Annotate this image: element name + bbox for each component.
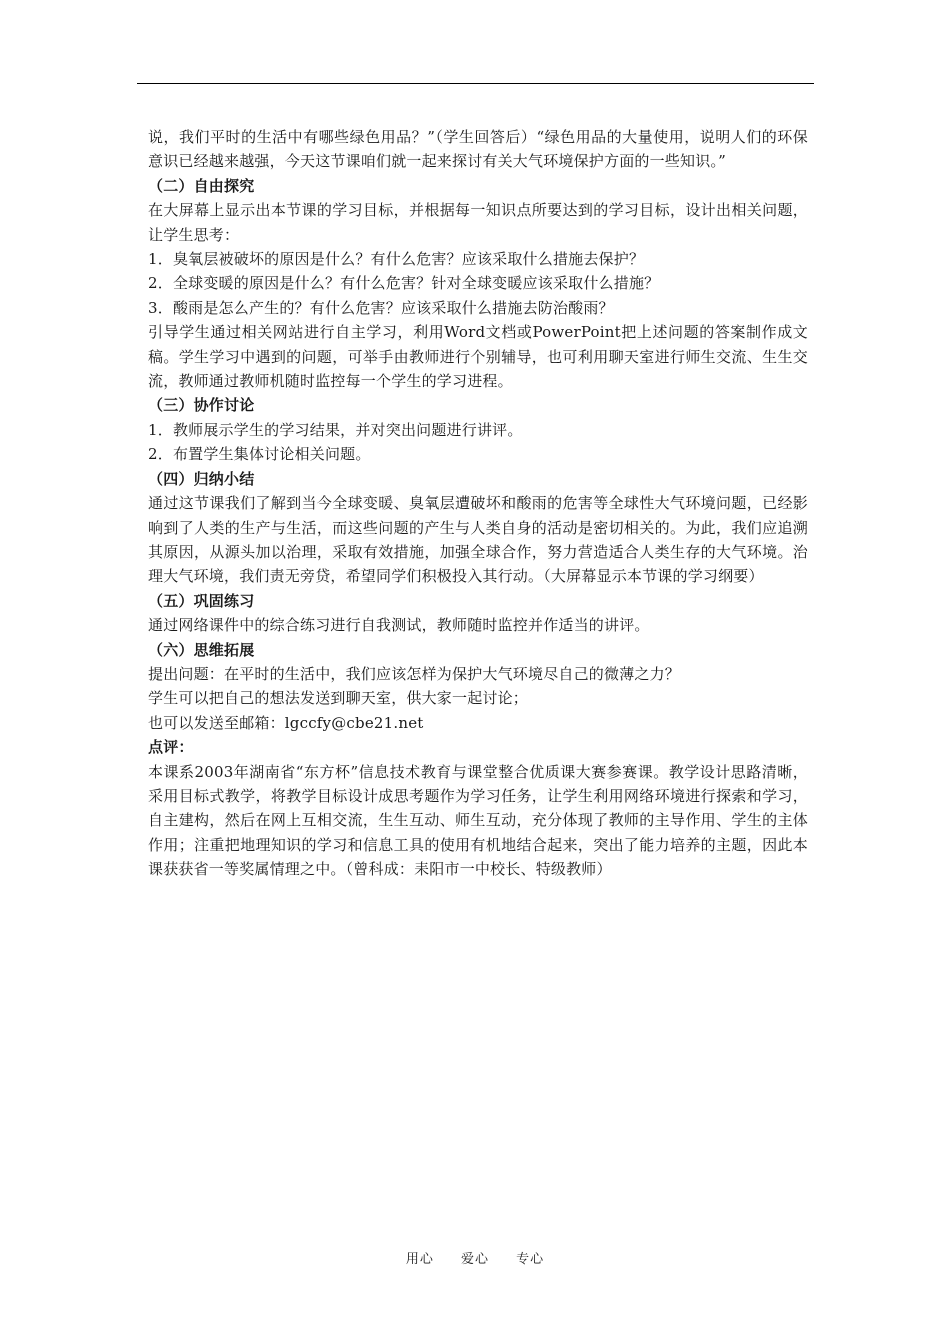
page-footer [0, 1248, 950, 1267]
paragraph: 在大屏幕上显示出本节课的学习目标，并根据每一知识点所要达到的学习目标，设计出相关问题，让学生思考： [148, 201, 808, 244]
paragraph: 学生可以把自己的想法发送到聊天室，供大家一起讨论； [148, 689, 529, 708]
section-heading-collaboration: （三）协作讨论 [148, 396, 255, 415]
paragraph: 说，我们平时的生活中有哪些绿色用品？”（学生回答后）“绿色用品的大量使用，说明人们的环保意识已经越来越强，今天这节课咱们就一起来探讨有关大气环境保护方面的一些知识。” [148, 128, 808, 171]
section-heading-free-exploration: （二）自由探究 [148, 176, 255, 195]
section-heading-comment: 点评： [148, 738, 194, 757]
question-item: 1．臭氧层被破坏的原因是什么？有什么危害？应该采取什么措施去保护？ [148, 250, 645, 269]
paragraph: 提出问题：在平时的生活中，我们应该怎样为保护大气环境尽自己的微薄之力？ [148, 664, 681, 683]
section-heading-summary: （四）归纳小结 [148, 469, 255, 488]
paragraph: 通过网络课件中的综合练习进行自我测试，教师随时监控并作适当的讲评。 [148, 616, 650, 635]
question-item: 3．酸雨是怎么产生的？有什么危害？应该采取什么措施去防治酸雨？ [148, 298, 614, 317]
list-item: 2．布置学生集体讨论相关问题。 [148, 445, 371, 464]
section-heading-extension: （六）思维拓展 [148, 640, 255, 659]
question-item: 2．全球变暖的原因是什么？有什么危害？针对全球变暖应该采取什么措施？ [148, 274, 660, 293]
section-heading-practice: （五）巩固练习 [148, 591, 255, 610]
footer-item: 爱心 [460, 1252, 489, 1267]
paragraph: 引导学生通过相关网站进行自主学习，利用Word文档或PowerPoint把上述问题的答案制作成文稿。学生学习中遇到的问题，可举手由教师进行个别辅导，也可利用聊天室进行师生交流、生生交流，教师通过教师机随时监控每一个学生的学习进程。 [148, 323, 808, 391]
header-rule [137, 83, 814, 84]
footer-item: 用心 [405, 1252, 434, 1267]
email-line: 也可以发送至邮箱：lgccfy@cbe21.net [148, 713, 424, 732]
paragraph: 本课系2003年湖南省“东方杯”信息技术教育与课堂整合优质课大赛参赛课。教学设计思路清晰，采用目标式教学，将教学目标设计成思考题作为学习任务，让学生利用网络环境进行探索和学习，自主建构，然后在网上互相交流，生生互动、师生互动，充分体现了教师的主导作用、学生的主体作用；注重把地理知识的学习和信息工具的使用有机地结合起来，突出了能力培养的主题，因此本课获获省一等奖属情理之中。（曾科成：耒阳市一中校长、特级教师） [148, 762, 808, 879]
document-body [148, 125, 808, 882]
list-item: 1．教师展示学生的学习结果，并对突出问题进行讲评。 [148, 420, 523, 439]
footer-item: 专心 [516, 1252, 545, 1267]
paragraph: 通过这节课我们了解到当今全球变暖、臭氧层遭破坏和酸雨的危害等全球性大气环境问题，已经影响到了人类的生产与生活，而这些问题的产生与人类自身的活动是密切相关的。为此，我们应追溯其原因，从源头加以治理，采取有效措施，加强全球合作，努力营造适合人类生存的大气环境。治理大气环境，我们责无旁贷，希望同学们积极投入其行动。（大屏幕显示本节课的学习纲要） [148, 494, 808, 586]
